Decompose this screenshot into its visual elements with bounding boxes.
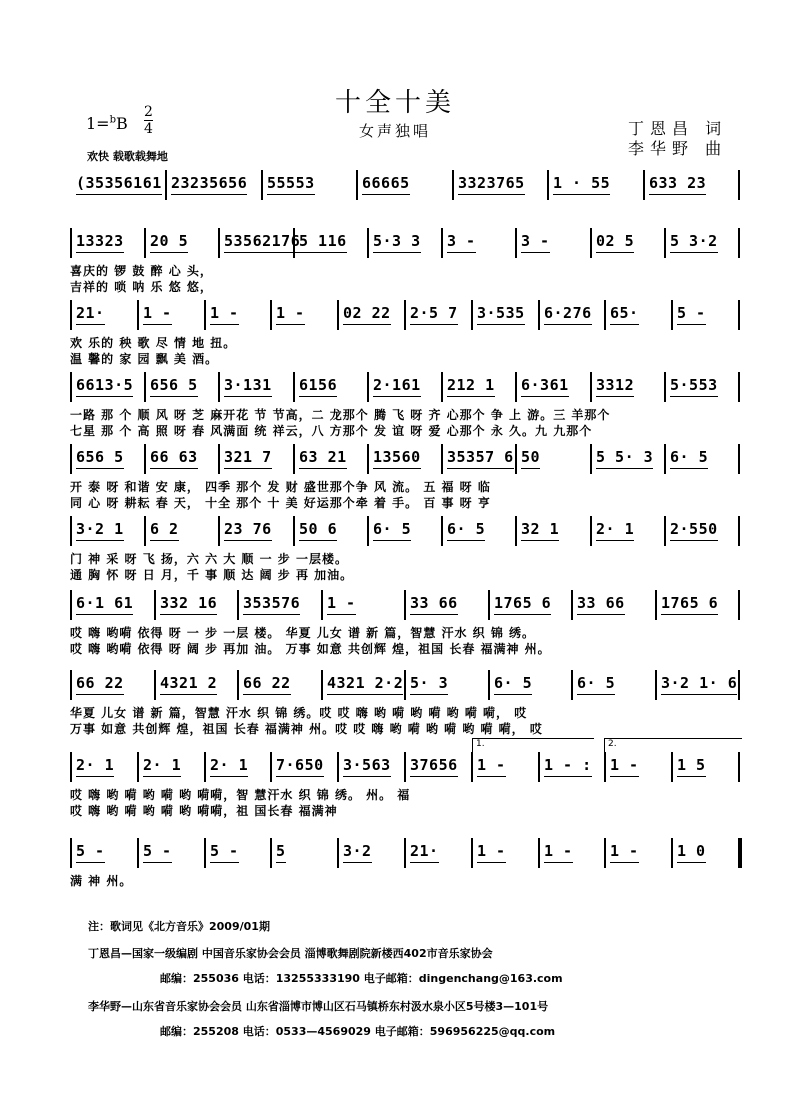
bar-line <box>70 752 72 782</box>
score-line <box>70 228 740 258</box>
lyric-line: 哎 嗨 哟 嗬 哟 嗬 哟 嗬嗬，祖 国长春 福满神 <box>70 804 338 818</box>
measure: 6·276 <box>544 304 592 322</box>
lyric-line: 温 馨的 家 园 飘 美 酒。 <box>70 352 219 366</box>
measure: 66 63 <box>150 448 198 466</box>
lyric-line: 七星 那 个 高 照 呀 春 风满面 统 祥云，八 方那个 发 谊 呀 爱 心那个 永 久。九 九那个 <box>70 424 593 438</box>
bar-line <box>738 516 740 546</box>
measure: 1 - <box>276 304 305 322</box>
measure: 6156 <box>299 376 338 394</box>
bar-line <box>590 372 592 402</box>
bar-line <box>664 444 666 474</box>
measure: 212 1 <box>447 376 495 394</box>
bar-line <box>671 838 673 868</box>
bar-line <box>604 838 606 868</box>
bar-line <box>70 590 72 620</box>
measure: 353576 <box>243 594 301 612</box>
bar-line <box>321 590 323 620</box>
bar-line <box>137 838 139 868</box>
measure: 33 66 <box>577 594 625 612</box>
bar-line <box>165 170 167 200</box>
lyricist-info: 丁恩昌—国家一级编剧 中国音乐家协会会员 淄博歌舞剧院新楼西402市音乐家协会 <box>88 947 493 960</box>
measure: 5 116 <box>299 232 347 250</box>
composer-credit: 李华野 曲 <box>628 139 728 158</box>
lyric-line: 一路 那 个 顺 风 呀 芝 麻开花 节 节高，二 龙那个 腾 飞 呀 齐 心那个 争 上 游。三 羊那个 <box>70 408 611 422</box>
measure: 50 6 <box>299 520 338 538</box>
score-line <box>70 300 740 330</box>
bar-line <box>571 590 573 620</box>
measure: 6·361 <box>521 376 569 394</box>
bar-line <box>655 590 657 620</box>
key-prefix: 1= <box>86 114 110 133</box>
song-title: 十全十美 <box>334 88 455 118</box>
measure: 33 66 <box>410 594 458 612</box>
bar-line <box>671 300 673 330</box>
measure: 1 0 <box>677 842 706 860</box>
bar-line <box>367 444 369 474</box>
bar-line <box>218 372 220 402</box>
score-line <box>70 170 740 200</box>
bar-line <box>738 752 740 782</box>
measure: 6· 5 <box>494 674 533 692</box>
measure: 6· 5 <box>447 520 486 538</box>
bar-line <box>515 516 517 546</box>
lyric-line: 华夏 儿女 谱 新 篇，智慧 汗水 织 锦 绣。哎 哎 嗨 哟 嗬 哟 嗬 哟 嗬 嗬， 哎 <box>70 706 528 720</box>
measure: 23 76 <box>224 520 272 538</box>
measure: 66665 <box>362 174 410 192</box>
first-ending: 1. <box>472 738 594 753</box>
lyricist-credit: 丁恩昌 词 <box>628 119 728 138</box>
bar-line <box>261 170 263 200</box>
bar-line <box>590 516 592 546</box>
measure: 2· 1 <box>596 520 635 538</box>
bar-line <box>738 838 742 868</box>
key-note: B <box>116 114 128 133</box>
measure: 3·2 1 <box>76 520 124 538</box>
bar-line <box>293 516 295 546</box>
bar-line <box>356 170 358 200</box>
measure: 1 - <box>327 594 356 612</box>
bar-line <box>404 838 406 868</box>
bar-line <box>441 516 443 546</box>
measure: 37656 <box>410 756 458 774</box>
lyric-line: 吉祥的 唢 呐 乐 悠 悠， <box>70 280 213 294</box>
bar-line <box>367 372 369 402</box>
bar-line <box>218 516 220 546</box>
bar-line <box>738 590 740 620</box>
bar-line <box>471 838 473 868</box>
measure: 32 1 <box>521 520 560 538</box>
bar-line <box>404 752 406 782</box>
bar-line <box>70 300 72 330</box>
measure: 6·1 61 <box>76 594 134 612</box>
bar-line <box>367 516 369 546</box>
measure: 6613·5 <box>76 376 134 394</box>
measure: 1 - <box>544 842 573 860</box>
measure: 02 22 <box>343 304 391 322</box>
lyric-line: 同 心 呀 耕耘 春 天， 十全 那个 十 美 好运那个牵 着 手。 百 事 呀 亨 <box>70 496 491 510</box>
bar-line <box>571 670 573 700</box>
bar-line <box>515 228 517 258</box>
meter-bottom: 4 <box>144 121 153 137</box>
lyric-line: 开 泰 呀 和谐 安 康， 四季 那个 发 财 盛世那个争 风 流。 五 福 呀 临 <box>70 480 491 494</box>
bar-line <box>293 444 295 474</box>
key-flat: b <box>109 114 116 126</box>
score-line <box>70 590 740 620</box>
bar-line <box>488 670 490 700</box>
measure: 1 - <box>610 756 639 774</box>
bar-line <box>738 170 740 200</box>
measure: 4321 2 <box>160 674 218 692</box>
bar-line <box>70 444 72 474</box>
measure: 6 2 <box>150 520 179 538</box>
measure: 1 - <box>477 756 506 774</box>
score-line <box>70 838 740 868</box>
measure: 5 - <box>76 842 105 860</box>
bar-line <box>547 170 549 200</box>
bar-line <box>70 516 72 546</box>
bar-line <box>738 228 740 258</box>
measure: 6· 5 <box>373 520 412 538</box>
measure: 1 - : <box>544 756 592 774</box>
lyric-line: 门 神 采 呀 飞 扬，六 六 大 顺 一 步 一层楼。 <box>70 552 348 566</box>
bar-line <box>367 228 369 258</box>
measure: 5· 3 <box>410 674 449 692</box>
bar-line <box>237 670 239 700</box>
measure: 6· 5 <box>670 448 709 466</box>
bar-line <box>538 752 540 782</box>
bar-line <box>655 670 657 700</box>
bar-line <box>204 300 206 330</box>
bar-line <box>538 838 540 868</box>
measure: (35356161 <box>76 174 162 192</box>
lyricist-contact: 邮编：255036 电话：13255333190 电子邮箱：dingenchang@163.com <box>160 972 563 985</box>
measure: 63 21 <box>299 448 347 466</box>
measure: 2· 1 <box>76 756 115 774</box>
bar-line <box>70 838 72 868</box>
measure: 35357 6 <box>447 448 514 466</box>
bar-line <box>144 228 146 258</box>
bar-line <box>144 372 146 402</box>
bar-line <box>70 228 72 258</box>
second-ending: 2. <box>604 738 742 753</box>
measure: 5 - <box>210 842 239 860</box>
bar-line <box>154 670 156 700</box>
measure: 4321 2·2 <box>327 674 404 692</box>
bar-line <box>471 300 473 330</box>
measure: 321 7 <box>224 448 272 466</box>
bar-line <box>204 838 206 868</box>
bar-line <box>488 590 490 620</box>
measure: 656 5 <box>150 376 198 394</box>
score-line <box>70 372 740 402</box>
song-subtitle: 女声独唱 <box>358 122 431 140</box>
measure: 55553 <box>267 174 315 192</box>
bar-line <box>337 838 339 868</box>
composer-info: 李华野—山东省音乐家协会会员 山东省淄博市博山区石马镇桥东村汲水泉小区5号楼3—101号 <box>88 1000 549 1013</box>
measure: 2· 1 <box>210 756 249 774</box>
bar-line <box>270 752 272 782</box>
bar-line <box>204 752 206 782</box>
measure: 21· <box>76 304 105 322</box>
measure: 5 <box>276 842 286 860</box>
measure: 2·161 <box>373 376 421 394</box>
bar-line <box>664 228 666 258</box>
bar-line <box>404 670 406 700</box>
measure: 1765 6 <box>494 594 552 612</box>
measure: 1 - <box>143 304 172 322</box>
bar-line <box>604 752 606 782</box>
measure: 3·535 <box>477 304 525 322</box>
lyric-line: 哎 嗨 哟嗬 依得 呀 一 步 一层 楼。 华夏 儿女 谱 新 篇，智慧 汗水 织 锦 绣。 <box>70 626 536 640</box>
bar-line <box>237 590 239 620</box>
score-line <box>70 516 740 546</box>
bar-line <box>70 670 72 700</box>
measure: 3·2 <box>343 842 372 860</box>
bar-line <box>738 300 740 330</box>
measure: 2· 1 <box>143 756 182 774</box>
measure: 50 <box>521 448 541 466</box>
score-line <box>70 670 740 700</box>
bar-line <box>441 444 443 474</box>
bar-line <box>218 228 220 258</box>
measure: 656 5 <box>76 448 124 466</box>
bar-line <box>337 300 339 330</box>
measure: 2·550 <box>670 520 718 538</box>
measure: 1 - <box>477 842 506 860</box>
bar-line <box>137 300 139 330</box>
measure: 13323 <box>76 232 124 250</box>
measure: 5 5· 3 <box>596 448 654 466</box>
bar-line <box>137 752 139 782</box>
measure: 5 - <box>143 842 172 860</box>
bar-line <box>515 444 517 474</box>
bar-line <box>270 838 272 868</box>
bar-line <box>452 170 454 200</box>
measure: 1 · 55 <box>553 174 611 192</box>
bar-line <box>738 444 740 474</box>
measure: 1765 6 <box>661 594 719 612</box>
lyric-line: 通 胸 怀 呀 日 月，千 事 顺 达 阔 步 再 加油。 <box>70 568 354 582</box>
measure: 3 - <box>447 232 476 250</box>
lyric-line: 满 神 州。 <box>70 874 133 888</box>
measure: 3 - <box>521 232 550 250</box>
measure: 66 22 <box>243 674 291 692</box>
measure: 23235656 <box>171 174 248 192</box>
bar-line <box>218 444 220 474</box>
bar-line <box>144 444 146 474</box>
measure: 20 5 <box>150 232 189 250</box>
bar-line <box>738 372 740 402</box>
bar-line <box>321 670 323 700</box>
measure: 21· <box>410 842 439 860</box>
measure: 5 3·2 <box>670 232 718 250</box>
bar-line <box>270 300 272 330</box>
measure: 66 22 <box>76 674 124 692</box>
bar-line <box>293 372 295 402</box>
measure: 13560 <box>373 448 421 466</box>
measure: 3·2 1· 6 <box>661 674 738 692</box>
bar-line <box>144 516 146 546</box>
bar-line <box>441 228 443 258</box>
footer-note: 注：歌词见《北方音乐》2009/01期 <box>88 920 270 933</box>
measure: 3312 <box>596 376 635 394</box>
bar-line <box>538 300 540 330</box>
bar-line <box>738 670 740 700</box>
bar-line <box>590 228 592 258</box>
measure: 5·3 3 <box>373 232 421 250</box>
bar-line <box>664 516 666 546</box>
lyric-line: 万事 如意 共创辉 煌，祖国 长春 福满神 州。哎 哎 嗨 哟 嗬 哟 嗬 哟 嗬 嗬， 哎 <box>70 722 543 736</box>
measure: 53562176 <box>224 232 301 250</box>
bar-line <box>590 444 592 474</box>
measure: 3323765 <box>458 174 525 192</box>
bar-line <box>404 300 406 330</box>
score-line <box>70 752 740 782</box>
tempo-marking: 欢快 载歌载舞地 <box>87 150 168 163</box>
measure: 332 16 <box>160 594 218 612</box>
bar-line <box>404 590 406 620</box>
score-line <box>70 444 740 474</box>
bar-line <box>664 372 666 402</box>
measure: 02 5 <box>596 232 635 250</box>
measure: 65· <box>610 304 639 322</box>
lyric-line: 喜庆的 锣 鼓 醉 心 头， <box>70 264 213 278</box>
composer-contact: 邮编：255208 电话：0533—4569029 电子邮箱：596956225@qq.com <box>160 1025 556 1038</box>
bar-line <box>471 752 473 782</box>
lyric-line: 哎 嗨 哟 嗬 哟 嗬 哟 嗬嗬，智 慧汗水 织 锦 绣。 州。 福 <box>70 788 411 802</box>
measure: 2·5 7 <box>410 304 458 322</box>
measure: 5·553 <box>670 376 718 394</box>
lyric-line: 哎 嗨 哟嗬 依得 呀 阔 步 再加 油。 万事 如意 共创辉 煌，祖国 长春 福满神 州。 <box>70 642 551 656</box>
bar-line <box>337 752 339 782</box>
lyric-line: 欢 乐的 秧 歌 尽 情 地 扭。 <box>70 336 237 350</box>
measure: 3·563 <box>343 756 391 774</box>
measure: 1 - <box>610 842 639 860</box>
measure: 3·131 <box>224 376 272 394</box>
measure: 1 - <box>210 304 239 322</box>
measure: 5 - <box>677 304 706 322</box>
measure: 7·650 <box>276 756 324 774</box>
bar-line <box>515 372 517 402</box>
time-signature <box>144 104 153 137</box>
key-signature <box>86 114 128 133</box>
bar-line <box>154 590 156 620</box>
bar-line <box>604 300 606 330</box>
bar-line <box>671 752 673 782</box>
measure: 633 23 <box>649 174 707 192</box>
bar-line <box>643 170 645 200</box>
measure: 1 5 <box>677 756 706 774</box>
bar-line <box>441 372 443 402</box>
bar-line <box>70 372 72 402</box>
meter-top: 2 <box>144 104 153 120</box>
measure: 6· 5 <box>577 674 616 692</box>
